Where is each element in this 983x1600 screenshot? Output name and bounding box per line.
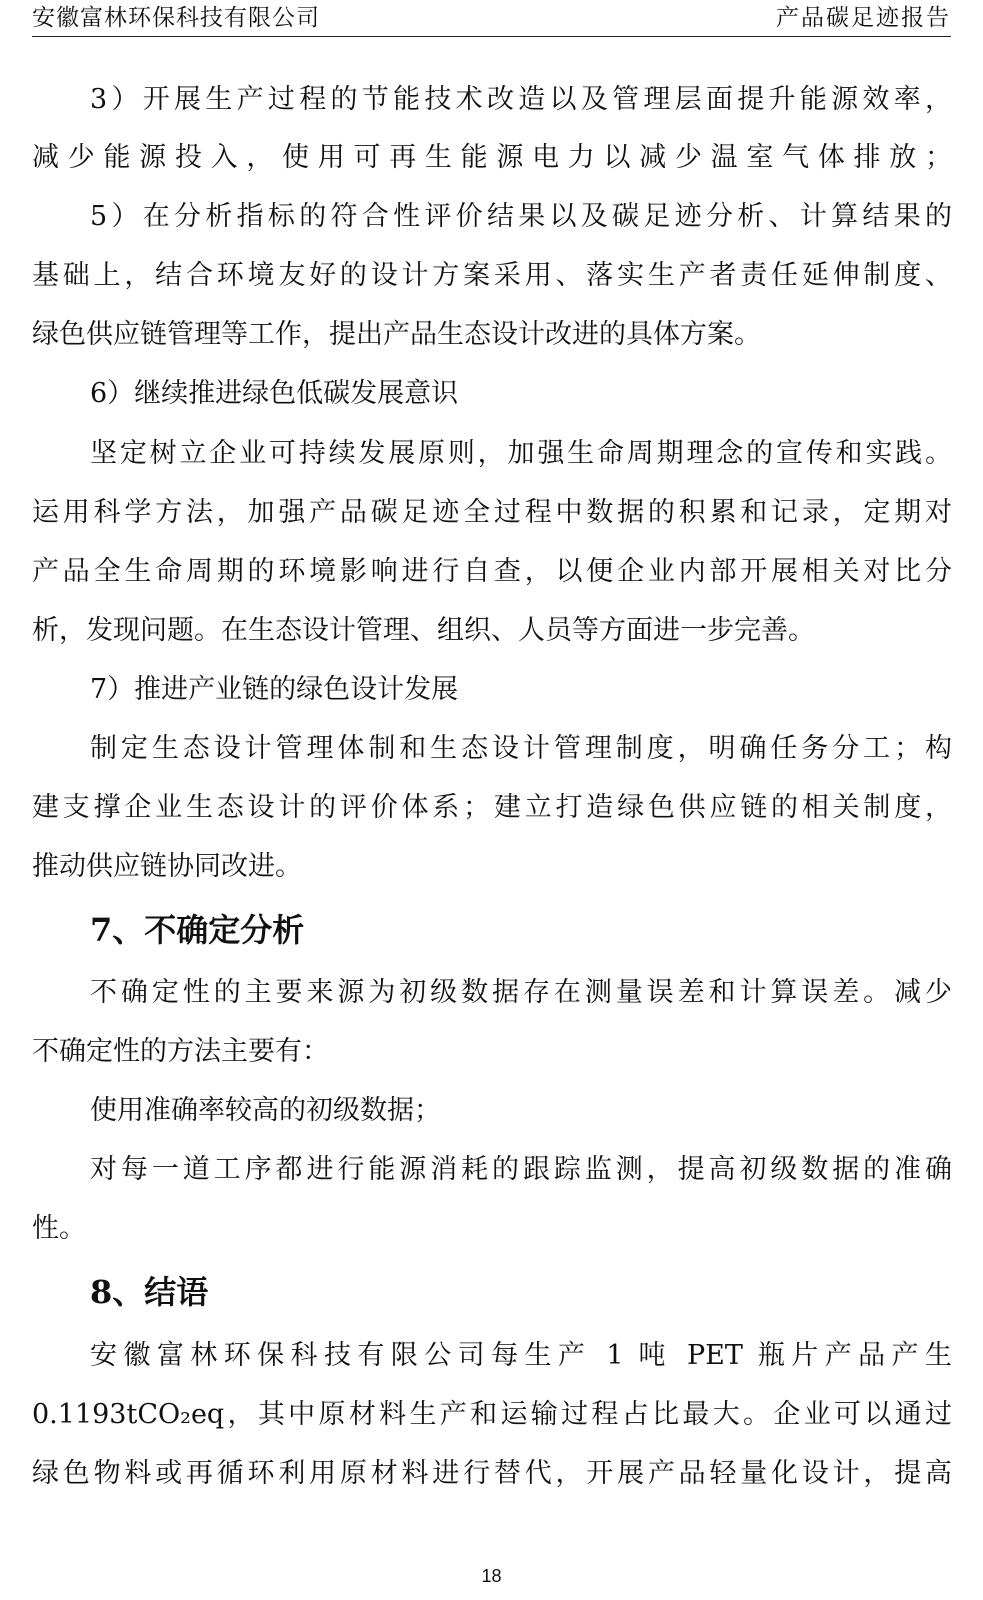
paragraph-line: 建支撑企业生态设计的评价体系；建立打造绿色供应链的相关制度， (32, 792, 952, 823)
paragraph-line: 安徽富林环保科技有限公司每生产 1 吨 PET 瓶片产品产生 (90, 1340, 952, 1371)
paragraph-line: 减少能源投入，使用可再生能源电力以减少温室气体排放； (32, 142, 952, 173)
paragraph-line: 制定生态设计管理体制和生态设计管理制度，明确任务分工；构 (90, 733, 952, 764)
paragraph-line: 坚定树立企业可持续发展原则，加强生命周期理念的宣传和实践。 (90, 438, 952, 469)
paragraph-line: 5）在分析指标的符合性评价结果以及碳足迹分析、计算结果的 (90, 201, 952, 232)
paragraph-line: 性。 (32, 1213, 86, 1244)
header-company: 安徽富林环保科技有限公司 (32, 5, 320, 31)
paragraph-line: 6）继续推进绿色低碳发展意识 (90, 378, 459, 409)
paragraph-line: 绿色供应链管理等工作，提出产品生态设计改进的具体方案。 (32, 319, 761, 350)
paragraph-line: 不确定性的主要来源为初级数据存在测量误差和计算误差。减少 (90, 977, 952, 1008)
header-report-title: 产品碳足迹报告 (776, 5, 951, 31)
paragraph-line: 0.1193tCO₂eq，其中原材料生产和运输过程占比最大。企业可以通过 (32, 1399, 952, 1430)
page-header (32, 0, 951, 37)
page-number: 18 (481, 1566, 502, 1586)
paragraph-line: 7）推进产业链的绿色设计发展 (90, 674, 459, 705)
section-8-heading: 8、结语 (90, 1273, 209, 1311)
paragraph-line: 推动供应链协同改进。 (32, 851, 302, 882)
paragraph-line: 3）开展生产过程的节能技术改造以及管理层面提升能源效率， (90, 84, 952, 115)
paragraph-line: 不确定性的方法主要有： (32, 1036, 329, 1067)
paragraph-line: 使用准确率较高的初级数据； (90, 1095, 441, 1126)
paragraph-line: 产品全生命周期的环境影响进行自查，以便企业内部开展相关对比分 (32, 556, 952, 587)
paragraph-line: 基础上，结合环境友好的设计方案采用、落实生产者责任延伸制度、 (32, 260, 952, 291)
paragraph-line: 绿色物料或再循环利用原材料进行替代，开展产品轻量化设计，提高 (32, 1458, 952, 1489)
paragraph-line: 对每一道工序都进行能源消耗的跟踪监测，提高初级数据的准确 (90, 1154, 952, 1185)
paragraph-line: 析，发现问题。在生态设计管理、组织、人员等方面进一步完善。 (32, 615, 815, 646)
paragraph-line: 运用科学方法，加强产品碳足迹全过程中数据的积累和记录，定期对 (32, 497, 952, 528)
section-7-heading: 7、不确定分析 (90, 911, 305, 949)
